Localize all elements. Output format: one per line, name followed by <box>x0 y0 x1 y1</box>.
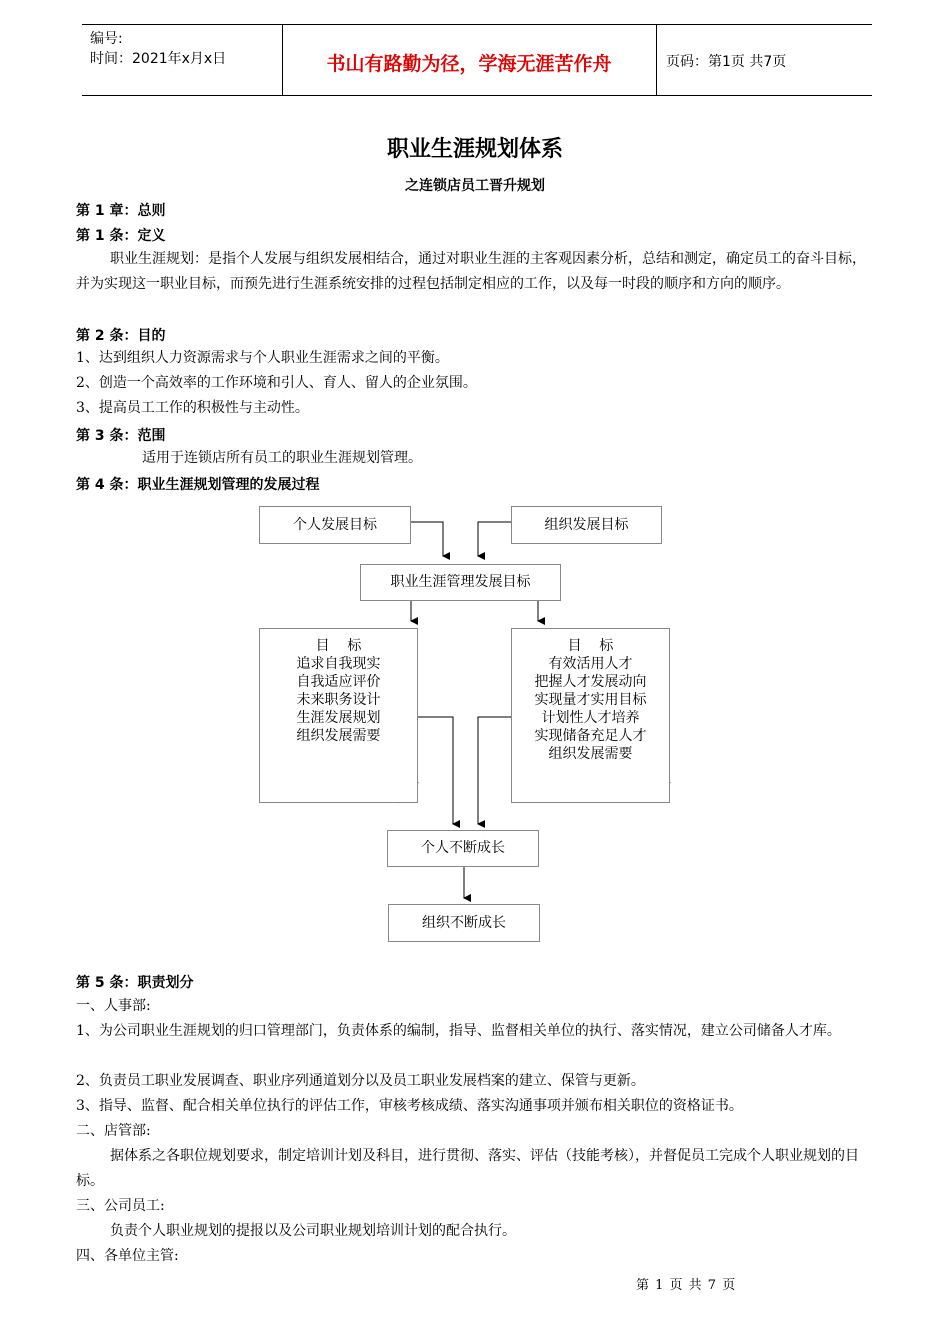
hr-item: 3、指导、监督、配合相关单位执行的评估工作，审核考核成绩、落实沟通事项并颁布相关职位的资格证书。 <box>76 1098 743 1114</box>
arrow-org-to-career <box>478 522 512 556</box>
right-goal-note <box>511 628 670 803</box>
org-goal-box: 组织发展目标 <box>511 506 662 544</box>
chapter-heading: 第 1 章：总则 <box>76 203 166 219</box>
article-2-heading: 第 2 条：目的 <box>76 328 166 344</box>
left-goal-note <box>259 628 418 803</box>
left-note-line: 未来职务设计 <box>296 692 381 708</box>
hr-item: 1、为公司职业生涯规划的归口管理部门，负责体系的编制，指导、监督相关单位的执行、落实情况，建立公司储备人才库。 <box>76 1023 841 1039</box>
personal-growth-box: 个人不断成长 <box>387 830 539 867</box>
header-motto: 书山有路勤为径，学海无涯苦作舟 <box>326 53 612 75</box>
article-3-heading: 第 3 条：范围 <box>76 428 166 444</box>
staff-heading: 三、公司员工: <box>76 1198 165 1214</box>
right-note-line: 把握人才发展动向 <box>534 674 647 690</box>
time-label: 时间：2021年x月x日 <box>90 51 227 67</box>
supervisor-heading: 四、各单位主管: <box>76 1248 179 1264</box>
arrow-right-to-growth <box>478 717 512 824</box>
article-2-item: 2、创造一个高效率的工作环境和引人、育人、留人的企业氛围。 <box>76 375 477 391</box>
article-2-item: 1、达到组织人力资源需求与个人职业生涯需求之间的平衡。 <box>76 350 449 366</box>
staff-text: 负责个人职业规划的提报以及公司职业规划培训计划的配合执行。 <box>110 1223 516 1239</box>
serial-label: 编号: <box>90 31 123 47</box>
arrow-personal-to-career <box>411 522 443 556</box>
document-subtitle: 之连锁店员工晋升规划 <box>405 178 545 194</box>
document-title: 职业生涯规划体系 <box>386 137 563 162</box>
right-note-line: 实现量才实用目标 <box>534 692 647 708</box>
article-1-heading: 第 1 条：定义 <box>76 228 166 244</box>
article-2-item: 3、提高员工工作的积极性与主动性。 <box>76 400 309 416</box>
header-page-label: 页码：第1页 共7页 <box>666 54 787 70</box>
left-note-line: 追求自我现实 <box>296 656 381 672</box>
article-5-heading: 第 5 条：职责划分 <box>76 975 194 991</box>
article-1-text: 职业生涯规划：是指个人发展与组织发展相结合，通过对职业生涯的主客观因素分析，总结和测定，确定员工的奋斗目标，并为实现这一职业目标，而预先进行生涯系统安排的过程包括制定相应的工作，以及每一时段的顺序和方向的顺序。 <box>76 251 866 292</box>
left-note-line: 组织发展需要 <box>296 728 381 744</box>
right-note-line: 组织发展需要 <box>548 746 633 762</box>
store-dept-heading: 二、店管部: <box>76 1123 151 1139</box>
article-3-text: 适用于连锁店所有员工的职业生涯规划管理。 <box>142 450 422 466</box>
hr-dept-heading: 一、人事部: <box>76 998 151 1014</box>
right-note-line: 实现储备充足人才 <box>534 728 647 744</box>
personal-goal-box: 个人发展目标 <box>259 506 411 544</box>
left-note-title: 目 标 <box>315 638 362 654</box>
org-growth-box: 组织不断成长 <box>388 904 540 942</box>
page-footer: 第 1 页 共 7 页 <box>636 1278 737 1293</box>
arrow-left-to-growth <box>418 717 453 824</box>
article-4-heading: 第 4 条：职业生涯规划管理的发展过程 <box>76 477 320 493</box>
right-note-title: 目 标 <box>567 638 614 654</box>
right-note-line: 计划性人才培养 <box>541 710 640 726</box>
career-goal-box: 职业生涯管理发展目标 <box>360 564 561 601</box>
hr-item: 2、负责员工职业发展调查、职业序列通道划分以及员工职业发展档案的建立、保管与更新。 <box>76 1073 645 1089</box>
store-dept-text: 据体系之各职位规划要求，制定培训计划及科目，进行贯彻、落实、评估（技能考核），并督促员工完成个人职业规划的目标。 <box>76 1148 859 1189</box>
left-note-line: 生涯发展规划 <box>296 710 381 726</box>
left-note-line: 自我适应评价 <box>296 674 381 690</box>
right-note-line: 有效活用人才 <box>548 656 633 672</box>
